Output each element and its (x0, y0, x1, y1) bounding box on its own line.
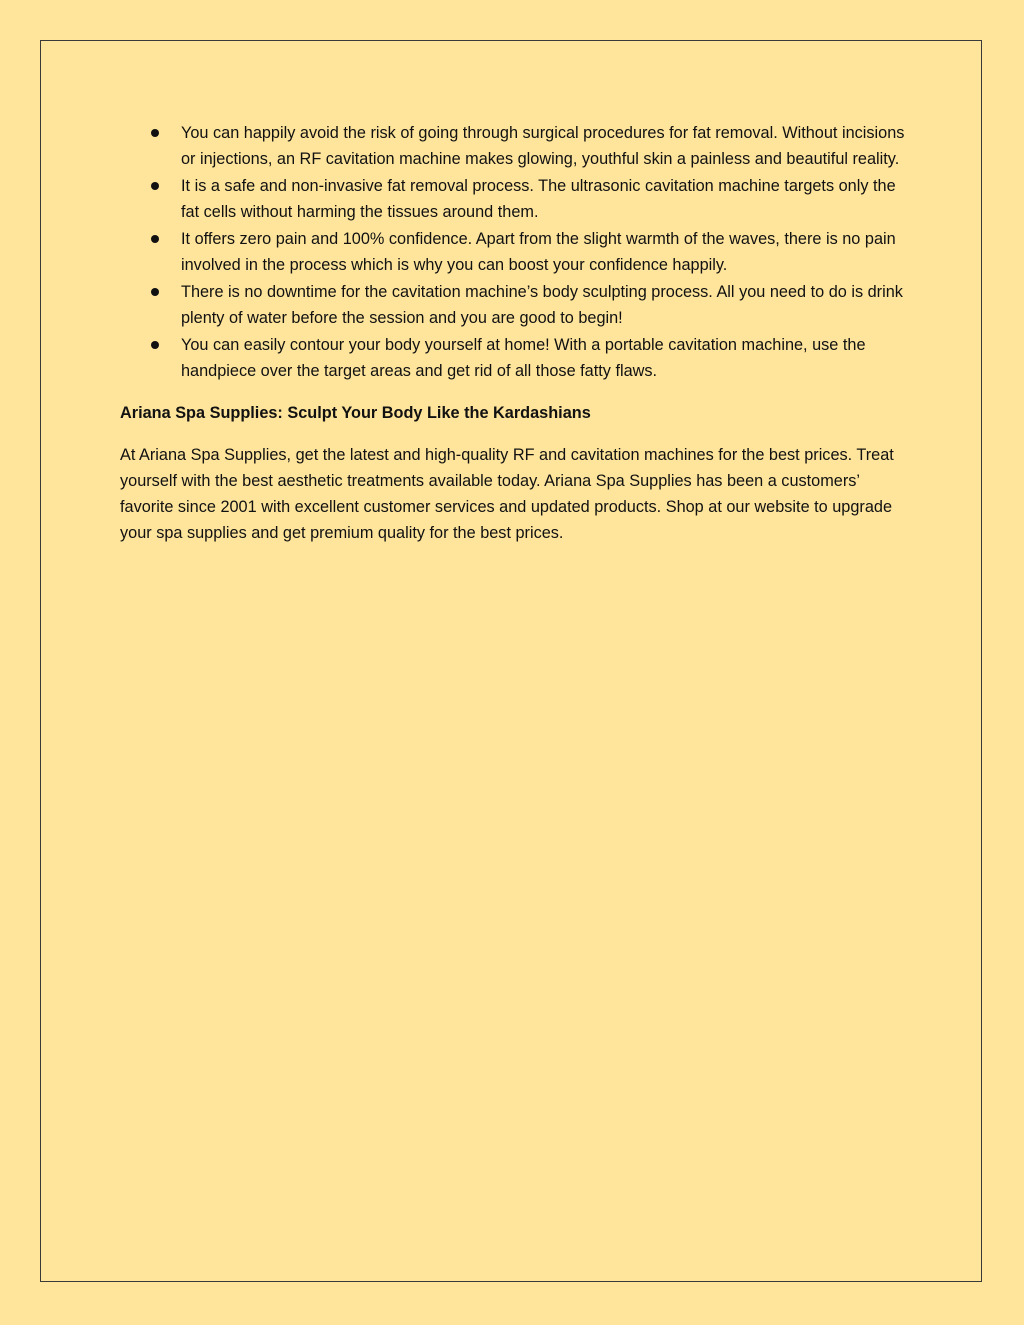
list-item (120, 332, 910, 384)
list-item (120, 173, 910, 225)
list-item (120, 279, 910, 331)
list-item-text: It offers zero pain and 100% confidence. Apart from the slight warmth of the waves, there is no pain involved in the process which is why you can boost your confidence happily. (181, 230, 896, 274)
list-item-text: You can easily contour your body yourself at home! With a portable cavitation machine, use the handpiece over the target areas and get rid of all those fatty flaws. (181, 336, 866, 380)
bullet-icon (151, 235, 159, 243)
list-item-text: It is a safe and non-invasive fat removal process. The ultrasonic cavitation machine targets only the fat cells without harming the tissues around them. (181, 177, 896, 221)
list-item-text: There is no downtime for the cavitation machine’s body sculpting process. All you need to do is drink plenty of water before the session and you are good to begin! (181, 283, 903, 327)
bullet-icon (151, 288, 159, 296)
list-item (120, 226, 910, 278)
benefits-list (120, 120, 910, 384)
list-item (120, 120, 910, 172)
body-paragraph: At Ariana Spa Supplies, get the latest and high-quality RF and cavitation machines for the best prices. Treat yourself with the best aesthetic treatments available today. Ariana Spa Supplies has been a customers’ favorite since 2001 with excellent customer services and updated products. Shop at our website to upgrade your spa supplies and get premium quality for the best prices. (120, 446, 894, 542)
list-item-text: You can happily avoid the risk of going through surgical procedures for fat removal. Without incisions or injections, an RF cavitation machine makes glowing, youthful skin a painless and beautiful reality. (181, 124, 905, 168)
document-body (120, 120, 910, 546)
bullet-icon (151, 182, 159, 190)
section-heading: Ariana Spa Supplies: Sculpt Your Body Like the Kardashians (120, 404, 591, 422)
bullet-icon (151, 129, 159, 137)
bullet-icon (151, 341, 159, 349)
